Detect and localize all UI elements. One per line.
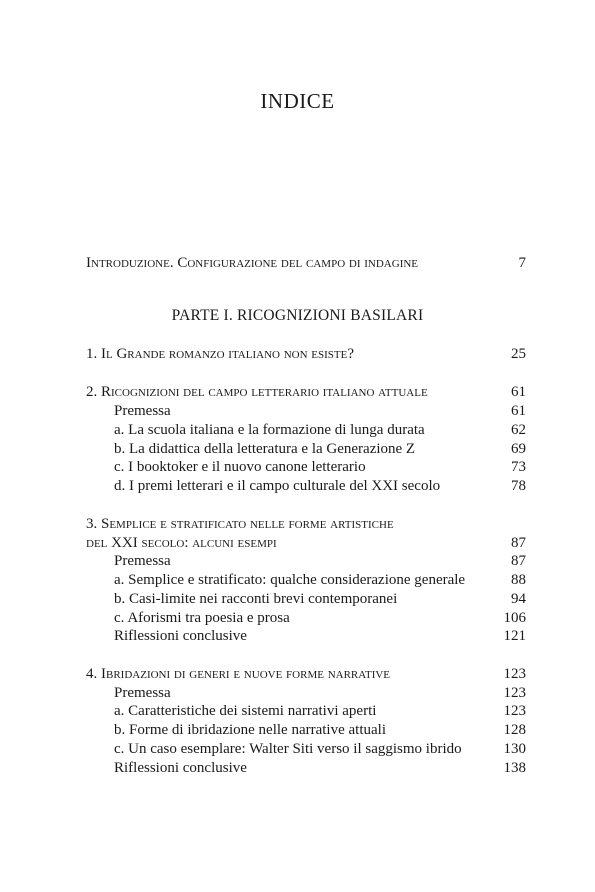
toc-subentry	[86, 684, 526, 703]
toc-entry-label: a. Semplice e stratificato: qualche considerazione generale	[114, 572, 466, 588]
toc-entry-page: 123	[503, 685, 526, 701]
toc-subentry	[86, 759, 526, 778]
toc-entry-page: 94	[511, 591, 526, 607]
toc-entry-page: 61	[511, 384, 526, 400]
toc-entry-label: Premessa	[114, 553, 171, 569]
toc-subentry	[86, 571, 526, 590]
toc-entry-page: 138	[503, 760, 526, 776]
toc-subentry	[86, 721, 526, 740]
toc-chapter-2	[86, 383, 526, 402]
toc-entry-label: c. I booktoker e il nuovo canone letterario	[114, 459, 366, 475]
toc-entry-label: c. Aforismi tra poesia e prosa	[114, 610, 290, 626]
toc-entry-label: 1. Il Grande romanzo italiano non esiste?	[86, 346, 355, 362]
toc-entry-label: b. La didattica della letteratura e la Generazione Z	[114, 441, 416, 457]
toc-entry-intro	[86, 254, 526, 273]
toc-entry-label: 3. Semplice e stratificato nelle forme artistiche	[86, 516, 394, 532]
toc-entry-page: 130	[503, 741, 526, 757]
toc-subentry	[86, 477, 526, 496]
toc-entry-label: 4. Ibridazioni di generi e nuove forme narrative	[86, 666, 391, 682]
toc-entry-page: 123	[503, 703, 526, 719]
page-title: INDICE	[260, 89, 335, 113]
toc-entry-page: 62	[511, 422, 526, 438]
toc-subentry	[86, 627, 526, 646]
toc-chapter-3-line1	[86, 515, 526, 534]
toc-subentry	[86, 402, 526, 421]
toc-entry-label: del XXI secolo: alcuni esempi	[86, 535, 277, 551]
toc-entry-label: c. Un caso esemplare: Walter Siti verso il saggismo ibrido	[114, 741, 462, 757]
toc-subentry	[86, 440, 526, 459]
toc-chapter-4	[86, 665, 526, 684]
toc-entry-label: b. Forme di ibridazione nelle narrative attuali	[114, 722, 386, 738]
toc-entry-page: 87	[511, 535, 526, 551]
toc-entry-page: 25	[511, 346, 526, 362]
toc-entry-page: 88	[511, 572, 526, 588]
toc-entry-label: a. Caratteristiche dei sistemi narrativi aperti	[114, 703, 377, 719]
toc-entry-page: 69	[511, 441, 526, 457]
toc-subentry	[86, 609, 526, 628]
part-heading: PARTE I. RICOGNIZIONI BASILARI	[171, 307, 424, 324]
toc-entry-label: 2. Ricognizioni del campo letterario italiano attuale	[86, 384, 428, 400]
toc-entry-page: 121	[503, 628, 526, 644]
toc-entry-page: 78	[511, 478, 526, 494]
toc-entry-label: Introduzione. Configurazione del campo di indagine	[86, 255, 419, 271]
toc-entry-label: b. Casi-limite nei racconti brevi contemporanei	[114, 591, 398, 607]
toc-entry-page: 106	[503, 610, 526, 626]
toc-chapter-3-line2	[86, 534, 526, 553]
toc-entry-label: Riflessioni conclusive	[114, 760, 247, 776]
toc-entry-label: d. I premi letterari e il campo culturale del XXI secolo	[114, 478, 441, 494]
toc-entry-page: 61	[511, 403, 526, 419]
toc-subentry	[86, 458, 526, 477]
toc-subentry	[86, 590, 526, 609]
toc-entry-label: Riflessioni conclusive	[114, 628, 247, 644]
toc-entry-label: a. La scuola italiana e la formazione di lunga durata	[114, 422, 425, 438]
toc-subentry	[86, 421, 526, 440]
toc-entry-page: 87	[511, 553, 526, 569]
toc-chapter-1	[86, 345, 526, 364]
toc-entry-label: Premessa	[114, 403, 171, 419]
toc-entry-page: 73	[511, 459, 526, 475]
toc-entry-label: Premessa	[114, 685, 171, 701]
toc-subentry	[86, 740, 526, 759]
toc-entry-page: 128	[503, 722, 526, 738]
toc-entry-page: 7	[518, 255, 526, 271]
toc-subentry	[86, 552, 526, 571]
toc-subentry	[86, 702, 526, 721]
toc-entry-page: 123	[503, 666, 526, 682]
